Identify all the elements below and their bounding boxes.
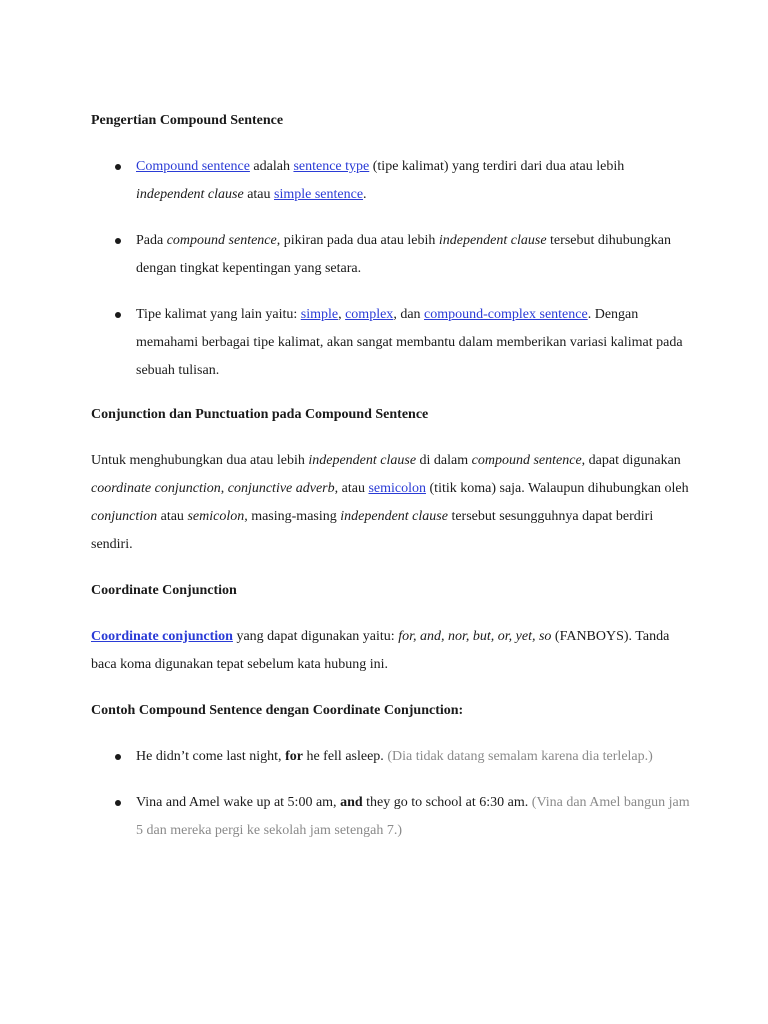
text: .	[363, 187, 367, 202]
text: di dalam	[416, 453, 472, 468]
link-simple-sentence[interactable]: simple sentence	[274, 187, 364, 202]
text-bold: and	[340, 795, 363, 810]
text: (titik koma) saja. Walaupun dihubungkan oleh	[426, 481, 689, 496]
list-item	[91, 227, 696, 283]
paragraph-conjunction	[91, 447, 691, 559]
text: tersebut dihubungkan dengan tingkat kepentingan yang setara.	[136, 233, 671, 276]
text: , dapat digunakan	[581, 453, 681, 468]
text: atau	[157, 509, 188, 524]
text-italic: conjunctive adverb	[227, 481, 335, 496]
text: . Dengan memahami berbagai tipe kalimat, akan sangat membantu dalam memberikan variasi kalimat pada sebuah tulisan.	[136, 307, 683, 378]
link-compound-complex-sentence[interactable]: compound-complex sentence	[424, 307, 588, 322]
text: (tipe kalimat) yang terdiri dari dua atau lebih	[369, 159, 625, 174]
text-italic: compound sentence	[471, 453, 582, 468]
text: Pada	[136, 233, 167, 248]
link-complex[interactable]: complex	[345, 307, 394, 322]
bullet-icon	[115, 754, 121, 760]
text-bold: for	[285, 749, 303, 764]
text: tersebut sesungguhnya dapat berdiri sendiri.	[91, 509, 654, 552]
heading-examples: Contoh Compound Sentence dengan Coordinate Conjunction:	[91, 703, 464, 718]
list-item	[91, 789, 696, 845]
text-italic: independent clause	[308, 453, 417, 468]
heading-pengertian: Pengertian Compound Sentence	[91, 113, 284, 128]
text: they go to school at 6:30 am.	[362, 795, 532, 810]
text: atau	[243, 187, 275, 202]
text-italic: semicolon	[187, 509, 245, 524]
definition-list	[91, 153, 691, 385]
document-page	[91, 107, 691, 845]
bullet-icon	[115, 164, 121, 170]
bullet-icon	[115, 312, 121, 318]
link-semicolon[interactable]: semicolon	[368, 481, 427, 496]
text-italic: independent clause	[136, 187, 244, 202]
link-sentence-type[interactable]: sentence type	[293, 159, 370, 174]
text: ,	[220, 481, 228, 496]
text: He didn’t come last night,	[136, 749, 286, 764]
list-item	[91, 301, 696, 385]
text: , atau	[334, 481, 369, 496]
text: he fell asleep.	[302, 749, 388, 764]
text-italic: for, and, nor, but, or, yet, so	[398, 629, 552, 644]
text: yang dapat digunakan yaitu:	[232, 629, 399, 644]
bullet-icon	[115, 800, 121, 806]
link-coordinate-conjunction[interactable]: Coordinate conjunction	[91, 629, 233, 644]
paragraph-fanboys	[91, 623, 691, 679]
link-simple[interactable]: simple	[300, 307, 339, 322]
text: adalah	[249, 159, 294, 174]
text: , dan	[393, 307, 425, 322]
heading-coordinate-conjunction: Coordinate Conjunction	[91, 583, 237, 598]
heading-conjunction-punctuation: Conjunction dan Punctuation pada Compound Sentence	[91, 407, 429, 422]
text: ,	[338, 307, 346, 322]
text-italic: coordinate conjunction	[91, 481, 221, 496]
text: , pikiran pada dua atau lebih	[276, 233, 439, 248]
text: Vina and Amel wake up at 5:00 am,	[136, 795, 341, 810]
example-list	[91, 743, 691, 845]
list-item	[91, 743, 696, 771]
link-compound-sentence[interactable]: Compound sentence	[136, 159, 250, 174]
translation-text: (Vina dan Amel bangun jam 5 dan mereka pergi ke sekolah jam setengah 7.)	[136, 795, 690, 838]
text-italic: compound sentence	[166, 233, 277, 248]
text-italic: conjunction	[91, 509, 158, 524]
text: (FANBOYS). Tanda baca koma digunakan tepat sebelum kata hubung ini.	[91, 629, 670, 672]
text-italic: independent clause	[340, 509, 448, 524]
text-italic: independent clause	[438, 233, 547, 248]
list-item	[91, 153, 696, 209]
translation-text: (Dia tidak datang semalam karena dia terlelap.)	[387, 749, 653, 764]
text: , masing-masing	[244, 509, 341, 524]
text: Tipe kalimat yang lain yaitu:	[136, 307, 301, 322]
bullet-icon	[115, 238, 121, 244]
text: Untuk menghubungkan dua atau lebih	[91, 453, 309, 468]
